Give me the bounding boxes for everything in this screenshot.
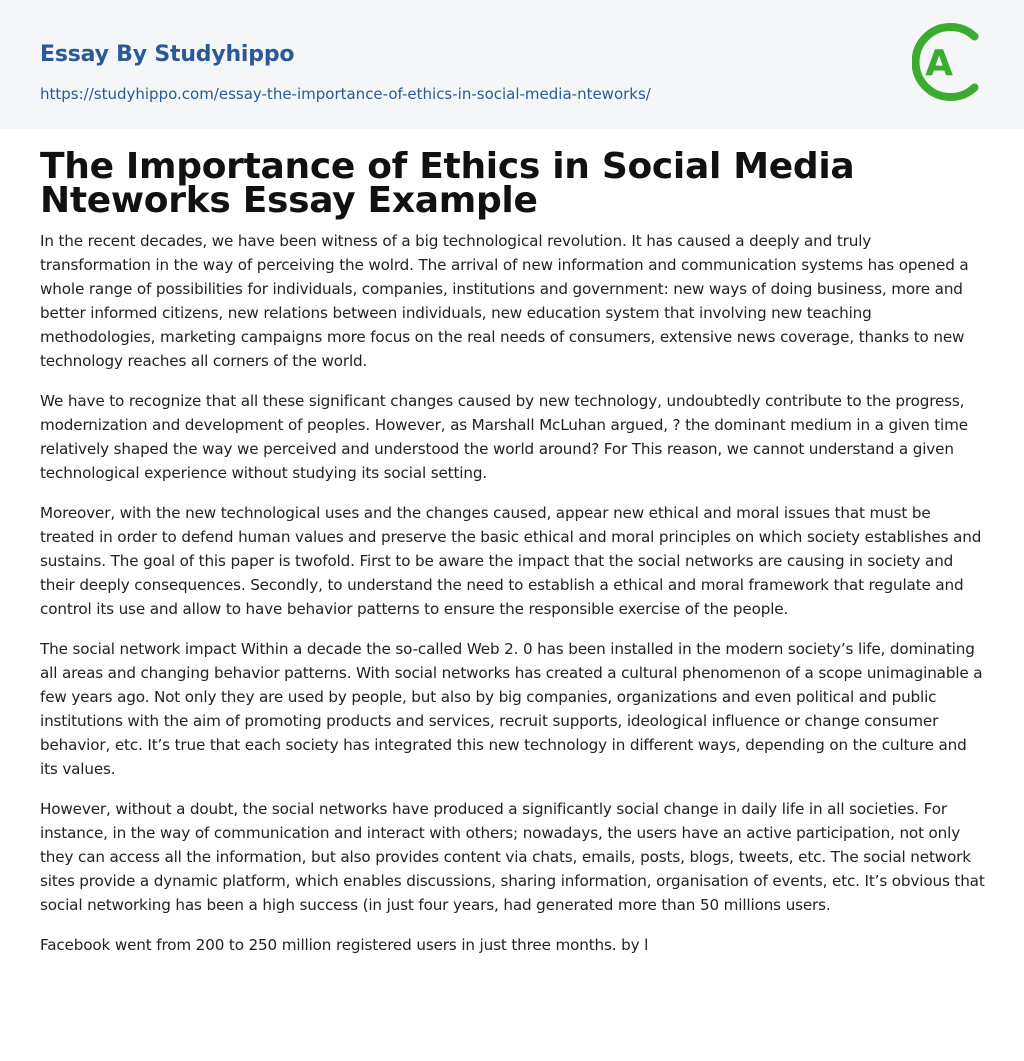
site-header <box>0 0 1024 129</box>
brand-title[interactable]: Essay By Studyhippo <box>40 42 295 67</box>
page-title: The Importance of Ethics in Social Media Nteworks Essay Example <box>40 146 855 221</box>
essay-body <box>40 229 985 973</box>
paragraph: Moreover, with the new technological uses and the changes caused, appear new ethical and moral issues that must be treated in order to defend human values and preserve the basic ethical and moral principles on which society establishes and sustains. The goal of this paper is twofold. First to be aware the impact that the social networks are causing in society and their deeply consequences. Secondly, to understand the need to establish a ethical and moral framework that regulate and control its use and allow to have behavior patterns to ensure the responsible exercise of the people. <box>40 504 982 618</box>
paragraph: The social network impact Within a decade the so-called Web 2. 0 has been installed in the modern society’s life, dominating all areas and changing behavior patterns. With social networks has created a cultural phenomenon of a scope unimaginable a few years ago. Not only they are used by people, but also by big companies, organizations and even political and public institutions with the aim of promoting products and services, recruit supports, ideological influence or change consumer behavior, etc. It’s true that each society has integrated this new technology in different ways, depending on the culture and its values. <box>40 640 983 778</box>
paragraph: In the recent decades, we have been witness of a big technological revolution. It has caused a deeply and truly transformation in the way of perceiving the wolrd. The arrival of new information and communication systems has opened a whole range of possibilities for individuals, companies, institutions and government: new ways of doing business, more and better informed citizens, new relations between individuals, new education system that involving new teaching methodologies, marketing campaigns more focus on the real needs of consumers, extensive news coverage, thanks to new technology reaches all corners of the world. <box>40 232 969 370</box>
paragraph: However, without a doubt, the social networks have produced a significantly social change in daily life in all societies. For instance, in the way of communication and interact with others; nowadays, the users have an active participation, not only they can access all the information, but also provides content via chats, emails, posts, blogs, tweets, etc. The social network sites provide a dynamic platform, which enables discussions, sharing information, organisation of events, etc. It’s obvious that social networking has been a high success (in just four years, had generated more than 50 millions users. <box>40 800 985 914</box>
paragraph: We have to recognize that all these significant changes caused by new technology, undoubtedly contribute to the progress, modernization and development of peoples. However, as Marshall McLuhan argued, ? the dominant medium in a given time relatively shaped the way we perceived and understood the world around? For This reason, we cannot understand a given technological experience without studying its social setting. <box>40 392 968 482</box>
studyhippo-logo-icon[interactable] <box>912 20 986 104</box>
source-url-link[interactable]: https://studyhippo.com/essay-the-importance-of-ethics-in-social-media-nteworks/ <box>40 85 651 103</box>
paragraph: Facebook went from 200 to 250 million registered users in just three months. by l <box>40 936 649 954</box>
logo-letter: A <box>925 43 953 84</box>
